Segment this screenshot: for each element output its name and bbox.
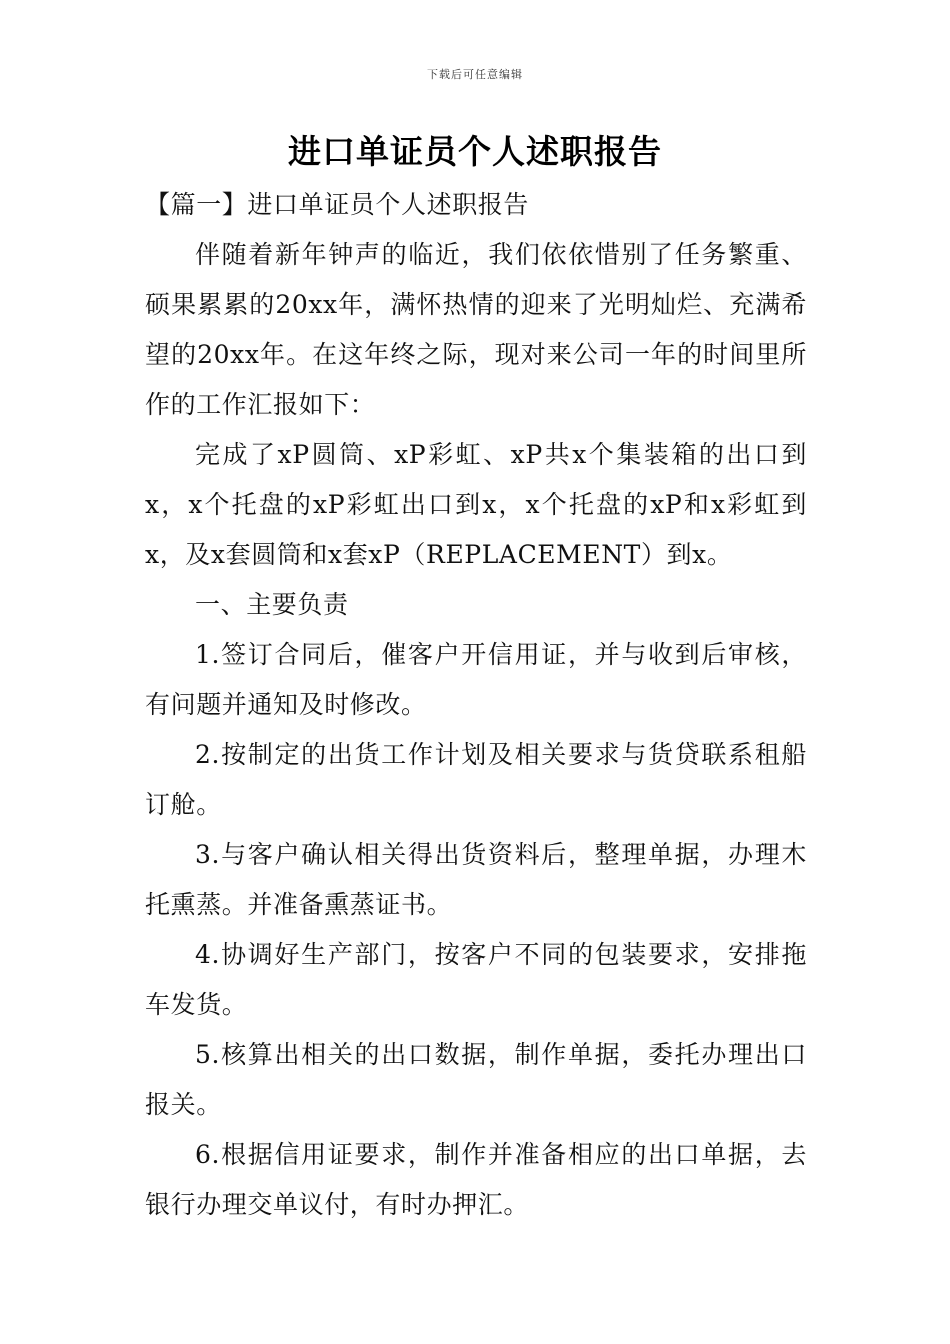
list-item: 6.根据信用证要求，制作并准备相应的出口单据，去银行办理交单议付，有时办押汇。 [145,1140,807,1219]
document-body [145,180,807,1230]
paragraph-intro: 伴随着新年钟声的临近，我们依依惜别了任务繁重、硕果累累的20xx年，满怀热情的迎来了光明灿烂、充满希望的20xx年。在这年终之际，现对来公司一年的时间里所作的工作汇报如下： [145,240,807,419]
list-item: 5.核算出相关的出口数据，制作单据，委托办理出口报关。 [145,1040,807,1119]
list-item: 1.签订合同后，催客户开信用证，并与收到后审核，有问题并通知及时修改。 [145,640,807,719]
header-note: 下载后可任意编辑 [427,68,523,81]
paragraph-shipments: 完成了xP圆筒、xP彩虹、xP共x个集装箱的出口到x，x个托盘的xP彩虹出口到x，x个托盘的xP和x彩虹到x，及x套圆筒和x套xP（REPLACEMENT）到x。 [145,440,807,569]
list-item: 2.按制定的出货工作计划及相关要求与货贷联系租船订舱。 [145,740,807,819]
document-title: 进口单证员个人述职报告 [288,132,662,171]
list-item: 4.协调好生产部门，按客户不同的包装要求，安排拖车发货。 [145,940,807,1019]
section-heading: 【篇一】进口单证员个人述职报告 [145,190,530,219]
list-item: 3.与客户确认相关得出货资料后，整理单据，办理木托熏蒸。并准备熏蒸证书。 [145,840,807,919]
subheading-responsibilities: 一、主要负责 [195,590,349,619]
